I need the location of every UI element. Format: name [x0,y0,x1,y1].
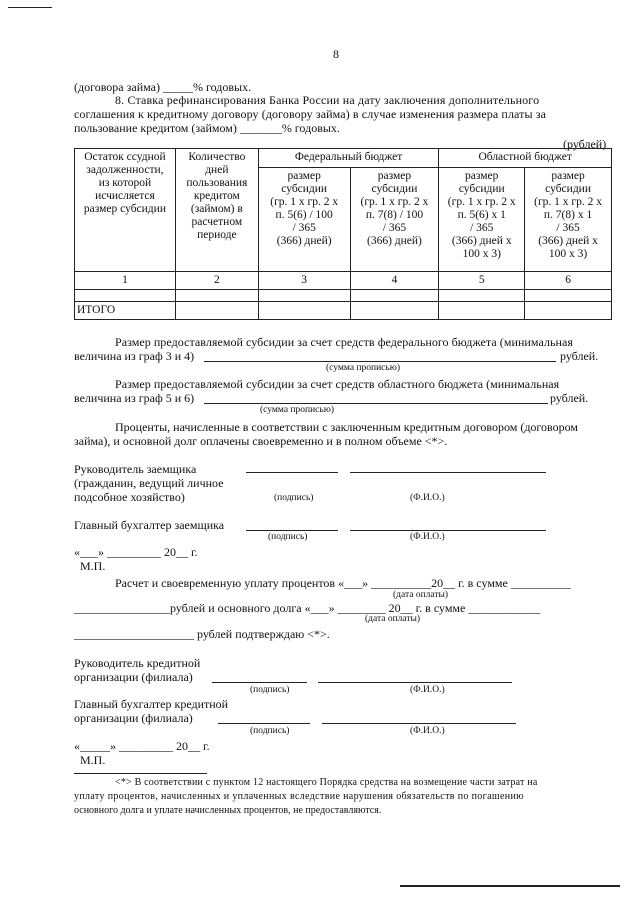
bank-head-name-caption: (Ф.И.О.) [410,685,445,695]
bank-head-signature-line [212,682,307,683]
intro-line-3: соглашения к кредитному договору (договору займа) в случае изменения размера платы за [74,107,547,121]
header-regional-budget: Областной бюджет [439,149,612,168]
column-numbers-row [75,272,612,290]
regional-amount-blank [204,403,548,404]
bank-head-name-line [318,682,512,683]
bank-date-line: «_____» _________ 20__ г. [74,739,210,753]
footnote-line-3: основного долга и уплате начисленных процентов, не предоставляются. [74,805,382,816]
interest-line-1: Проценты, начисленные в соответствии с заключенным кредитным договором (договором [115,420,578,434]
intro-line-4: пользование кредитом (займом) _______% годовых. [74,121,340,135]
header-days: Количество дней пользования кредитом (займом) в расчетном периоде [175,149,258,272]
total-label: ИТОГО [75,302,176,320]
header-col-4: размер субсидии (гр. 1 х гр. 2 х п. 7(8) / 100 / 365 (366) дней) [350,168,439,272]
regional-amount-caption: (сумма прописью) [260,405,334,415]
borrower-head-name-line [350,472,546,473]
federal-subsidy-line-2: величина из граф 3 и 4) [74,349,195,363]
table-row [75,290,612,302]
bank-accountant-sign-caption: (подпись) [250,726,290,736]
borrower-accountant-sign-caption: (подпись) [268,532,308,542]
bank-accountant-signature-line [218,723,310,724]
intro-line-1: (договора займа) _____% годовых. [74,80,252,94]
borrower-date-line: «___» _________ 20__ г. [74,545,198,559]
confirmation-date-caption-1: (дата оплаты) [393,590,449,600]
borrower-head-label: Руководитель заемщика [74,462,197,476]
interest-line-2: займа), и основной долг оплачены своевременно и в полном объеме <*>. [74,434,448,448]
bank-head-label: Руководитель кредитной [74,656,201,670]
footnote-separator [74,773,207,774]
header-col-6: размер субсидии (гр. 1 х гр. 2 х п. 7(8) х 1 / 365 (366) дней х 100 х 3) [525,168,612,272]
confirmation-line-2: ________________рублей и основного долга «___» ________ 20__ г. в сумме ____________ [74,601,541,615]
confirmation-line-1: Расчет и своевременную уплату процентов «___» __________20__ г. в сумме __________ [115,576,571,590]
column-number: 3 [258,272,350,290]
regional-subsidy-line-2: величина из граф 5 и 6) [74,391,195,405]
regional-rubles: рублей. [550,391,589,405]
bank-accountant-label-2: организации (филиала) [74,711,193,725]
confirmation-date-caption-2: (дата оплаты) [365,614,421,624]
scan-mark-bottom [400,885,620,887]
column-number: 4 [350,272,439,290]
borrower-head-sign-caption: (подпись) [274,493,314,503]
confirmation-line-3: ____________________ рублей подтверждаю <*>. [74,627,330,641]
borrower-stamp-label: М.П. [80,559,106,573]
borrower-head-label-2: (гражданин, ведущий личное [74,476,224,490]
intro-line-2: 8. Ставка рефинансирования Банка России на дату заключения дополнительного [115,93,540,107]
federal-subsidy-line-1: Размер предоставляемой субсидии за счет средств федерального бюджета (минимальная [115,335,573,349]
column-number: 5 [439,272,525,290]
page-number: 8 [333,47,339,61]
subsidy-table [74,148,612,320]
borrower-accountant-name-caption: (Ф.И.О.) [410,532,445,542]
currency-note: (рублей) [563,137,607,151]
borrower-head-signature-line [246,472,338,473]
borrower-head-name-caption: (Ф.И.О.) [410,493,445,503]
borrower-accountant-label: Главный бухгалтер заемщика [74,518,225,532]
federal-amount-blank [204,361,556,362]
total-row [75,302,612,320]
regional-subsidy-line-1: Размер предоставляемой субсидии за счет средств областного бюджета (минимальная [115,377,560,391]
column-number: 2 [175,272,258,290]
column-number: 6 [525,272,612,290]
header-federal-budget: Федеральный бюджет [258,149,439,168]
scan-mark-top [8,7,52,8]
federal-amount-caption: (сумма прописью) [326,363,400,373]
bank-accountant-label: Главный бухгалтер кредитной [74,697,229,711]
borrower-head-label-3: подсобное хозяйство) [74,490,185,504]
bank-accountant-name-caption: (Ф.И.О.) [410,726,445,736]
footnote-line-2: уплату процентов, начисленных и уплаченных вследствие нарушения обязательств по погашению [74,791,524,802]
column-number: 1 [75,272,176,290]
bank-head-label-2: организации (филиала) [74,670,193,684]
header-debt-balance: Остаток ссудной задолженности, из которой исчисляется размер субсидии [75,149,176,272]
federal-rubles: рублей. [560,349,599,363]
bank-accountant-name-line [322,723,516,724]
header-col-3: размер субсидии (гр. 1 х гр. 2 х п. 5(6) / 100 / 365 (366) дней) [258,168,350,272]
borrower-accountant-signature-line [246,530,338,531]
bank-head-sign-caption: (подпись) [250,685,290,695]
footnote-line-1: <*> В соответствии с пунктом 12 настоящего Порядка средства на возмещение части затрат на [115,777,538,788]
bank-stamp-label: М.П. [80,753,106,767]
borrower-accountant-name-line [350,530,546,531]
header-col-5: размер субсидии (гр. 1 х гр. 2 х п. 5(6) х 1 / 365 (366) дней х 100 х 3) [439,168,525,272]
